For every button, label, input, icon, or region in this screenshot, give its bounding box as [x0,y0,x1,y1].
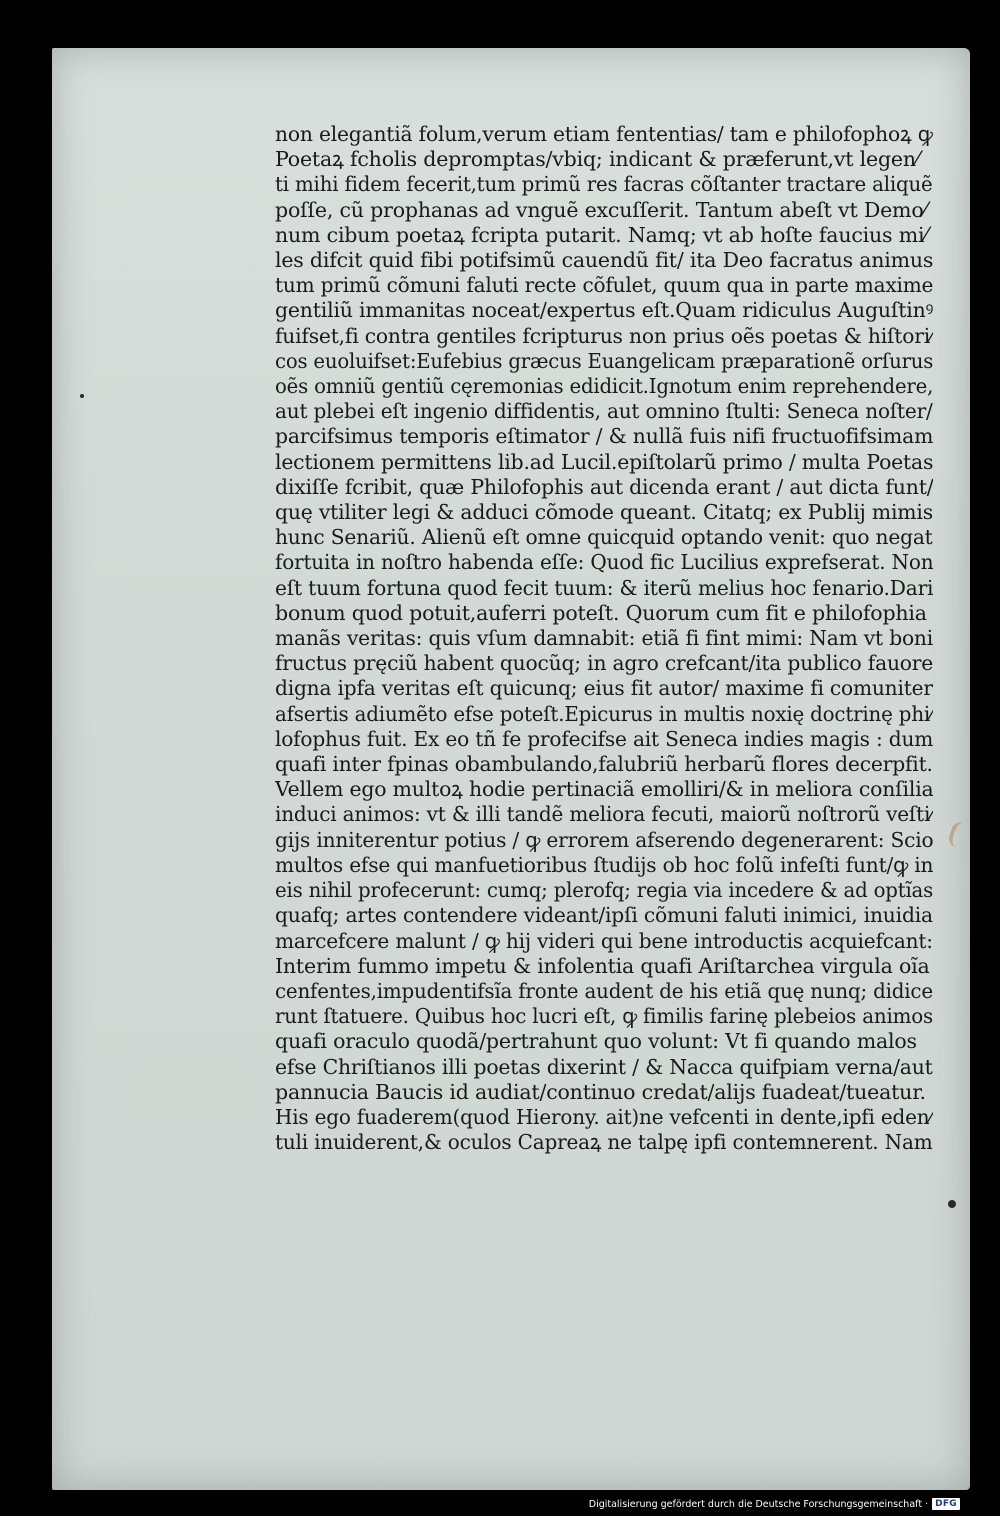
text-line: fortuita in noſtro habenda eſſe: Quod fic Lucilius exprefserat. Non [275,550,933,575]
text-line: induci animos: vt & illi tandẽ meliora fecuti, maiorũ noſtrorũ veſti⁄ [275,802,933,827]
text-line: lectionem permittens lib.ad Lucil.epiſtolarũ primo / multa Poetas [275,449,934,474]
text-line: marcefcere malunt / ꝙ hij videri qui bene introductis acquiefcant: [275,928,933,953]
text-line: eſt tuum fortuna quod fecit tuum: & iterũ melius hoc fenario.Dari [275,575,933,600]
dfg-logo: DFG [932,1498,960,1510]
text-line: gijs inniterentur potius / ꝙ errorem afserendo degenerarent: Scio [275,827,934,852]
text-line: afsertis adiumẽto efse poteſt.Epicurus in multis noxię doctrinę phi⁄ [275,701,934,726]
text-line: quafi oraculo quodã/pertrahunt quo volunt: Vt fi quando malos [275,1029,917,1054]
credit-text: Digitalisierung gefördert durch die Deutsche Forschungsgemeinschaft · [588,1498,929,1510]
ink-dot [80,394,84,398]
text-line: pannucia Baucis id audiat/continuo credat/alijs fuadeat/tueatur. [275,1079,926,1104]
text-line: efse Chriſtianos illi poetas dixerint / & Nacca quifpiam verna/aut [275,1054,933,1079]
text-line: num cibum poetaꝝ fcripta putarit. Namq; vt ab hoſte faucius mi⁄ [275,222,928,247]
digitization-credit [589,1496,960,1512]
text-line: les difcit quid fibi potifsimũ cauendũ fit/ ita Deo facratus animus [275,248,934,273]
text-line: quafi inter fpinas obambulando,falubriũ herbarũ flores decerpfit. [275,752,933,777]
text-line: aut plebei eſt ingenio diffidentis, aut omnino ſtulti: Seneca noſter/ [275,399,933,424]
text-line: tum primũ cõmuni faluti recte cõfulet, quum qua in parte maxime [275,273,933,298]
text-line: lofophus fuit. Ex eo tñ fe profecifse ait Seneca indies magis : dum [275,726,933,751]
text-line: gentiliũ immanitas noceat/expertus eſt.Quam ridiculus Auguſtinꝰ [275,298,934,323]
text-line: hunc Senariũ. Alienũ eſt omne quicquid optando venit: quo negat [275,525,933,550]
text-line: Poetaꝝ fcholis depromptas/vbiq; indicant & præferunt,vt legen⁄ [275,147,920,172]
main-text-block [275,122,935,1155]
text-line: cos euoluifset:Eufebius græcus Euangelicam præparationẽ orſurus [275,348,933,373]
text-line: digna ipfa veritas eſt quicunq; eius fit autor/ maxime fi comuniter [275,676,933,701]
ink-dot [948,1200,956,1208]
text-line: quę vtiliter legi & adduci cõmode queant. Citatq; ex Publij mimis [275,500,933,525]
text-line: quafq; artes contendere videant/ipſi cõmuni faluti inimici, inuidia [275,903,933,928]
text-line: non elegantiã folum,verum etiam fententias/ tam e philofophoꝝ ꝙ [275,122,933,146]
text-line: cenfentes,impudentifsĩa fronte audent de his etiã quę nunq; didice [275,978,933,1003]
text-line: ti mihi fidem fecerit,tum primũ res facras cõſtanter tractare aliquẽ [275,172,933,197]
text-line: fuifset,fi contra gentiles fcripturus non prius oẽs poetas & hiſtori⁄ [275,323,934,348]
text-line: runt ſtatuere. Quibus hoc lucri eſt, ꝙ fimilis farinę plebeios animos [275,1004,934,1029]
text-line: oẽs omniũ gentiũ cęremonias edidicit.Ignotum enim reprehendere, [275,374,934,399]
text-line: poſſe, cũ prophanas ad vnguẽ excuſſerit. Tantum abeſt vt Demo⁄ [275,197,927,222]
text-line: parcifsimus temporis eſtimator / & nullã fuis nifi fructuofifsimam [275,424,934,449]
text-line: Interim fummo impetu & infolentia quafi Ariſtarchea virgula oĩa [275,953,930,978]
text-line: Vellem ego multoꝝ hodie pertinaciã emolliri/& in meliora conſilia [275,777,934,802]
text-line: multos efse qui manfuetioribus ſtudijs ob hoc folũ infeſti funt/ꝙ in [275,852,934,877]
text-line: fructus pręciũ habent quocũq; in agro crefcant/ita publico fauore [275,651,934,676]
text-line: His ego fuaderem(quod Hierony. ait)ne vefcenti in dente,ipfi eden⁄ [275,1104,933,1129]
text-line: manãs veritas: quis vſum damnabit: etiã fi fint mimi: Nam vt boni [275,626,934,651]
text-line: bonum quod potuit,auferri poteſt. Quorum cum fit e philofophia [275,600,927,625]
text-line: eis nihil profecerunt: cumq; plerofq; regia via incedere & ad optĩas [275,878,934,903]
text-line: dixiſſe fcribit, quæ Philofophis aut dicenda erant / aut dicta funt/ [275,474,934,499]
text-line: tuli inuiderent,& oculos Capreaꝝ ne talpę ipfi contemnerent. Nam [275,1130,933,1155]
